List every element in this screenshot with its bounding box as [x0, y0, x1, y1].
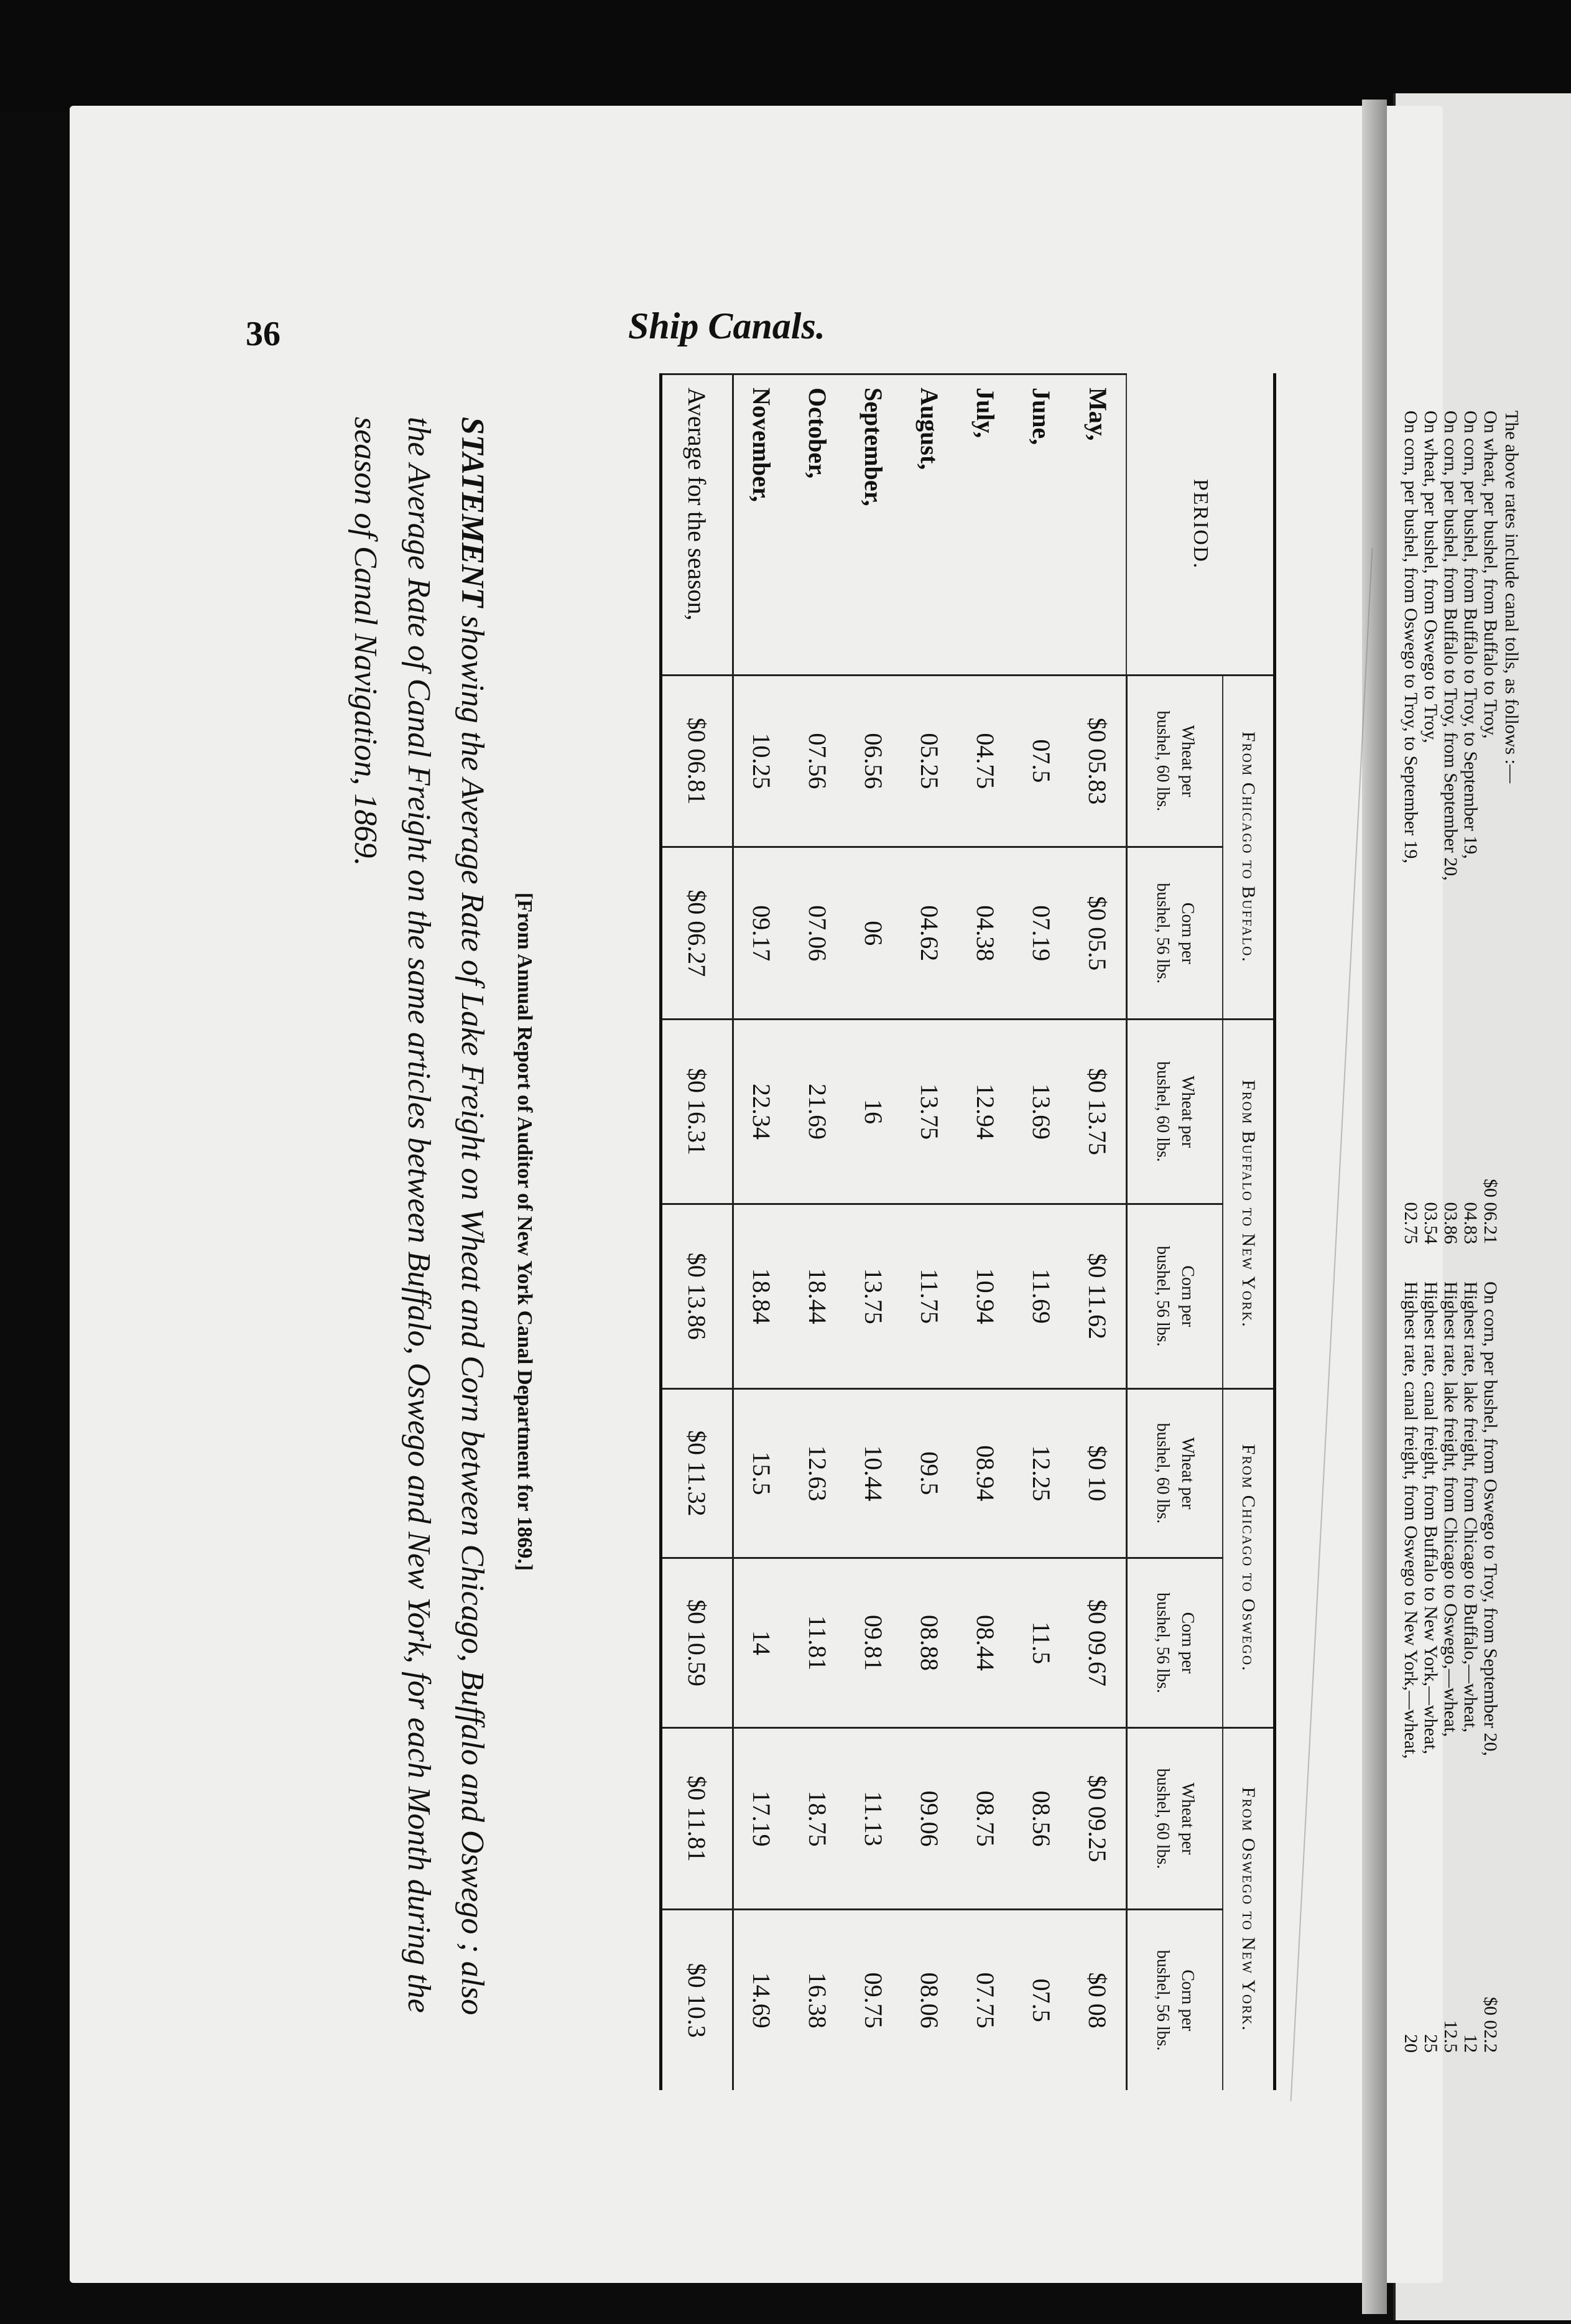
- rate-cell: 13.69: [1014, 1020, 1070, 1204]
- rate-cell: 18.84: [733, 1204, 790, 1388]
- rate-cell: $0 05.83: [1070, 675, 1127, 847]
- rate-cell: 10.44: [846, 1388, 902, 1558]
- rate-cell: 12.63: [790, 1388, 846, 1558]
- rate-cell: 09.75: [846, 1910, 902, 2090]
- toll-note-amount: 04.83: [1460, 1202, 1481, 1244]
- rate-cell: 08.44: [958, 1558, 1014, 1728]
- toll-note: [1420, 1281, 1440, 2053]
- toll-note: [1401, 1281, 1420, 2053]
- title-text: showing the Average Rate of Lake Freight on Wheat and Corn between Chicago, Buffalo and Oswego ; also the Average Rate of Canal Freight on the same articles between Buffalo, Oswego and New York, for each Month during the season of Canal Navigation, 1869.: [348, 417, 490, 2015]
- toll-note: [1401, 411, 1420, 1244]
- column-header: [1127, 1204, 1223, 1388]
- column-header-line: bushel, 60 lbs.: [1153, 1061, 1172, 1162]
- toll-note-amount: 12.5: [1440, 2020, 1461, 2053]
- column-header-line: Wheat per: [1178, 725, 1197, 797]
- rate-cell: 10.25: [733, 675, 790, 847]
- rate-cell: 08.06: [902, 1910, 958, 2090]
- rate-cell: 08.88: [902, 1558, 958, 1728]
- rate-cell: $0 10.3: [662, 1910, 733, 2090]
- column-header-line: Corn per: [1178, 1969, 1197, 2032]
- column-header-line: bushel, 60 lbs.: [1153, 1768, 1172, 1869]
- rate-cell: $0 10: [1070, 1388, 1127, 1558]
- column-header-line: bushel, 60 lbs.: [1153, 1423, 1172, 1524]
- toll-note-text: Highest rate, lake freight, from Chicago to Buffalo,—wheat,: [1460, 1281, 1481, 1733]
- group-header: From Chicago to Buffalo.: [1223, 675, 1273, 1020]
- notes-intro: The above rates include canal tolls, as follows :—: [1501, 411, 1522, 783]
- period-label: May,: [1083, 388, 1112, 441]
- toll-note-text: On wheat, per bushel, from Buffalo to Troy,: [1480, 411, 1501, 739]
- rate-cell: 13.75: [846, 1204, 902, 1388]
- rate-cell: 09.81: [846, 1558, 902, 1728]
- toll-note: [1460, 411, 1480, 1244]
- rate-cell: 16.38: [790, 1910, 846, 2090]
- column-header-line: Wheat per: [1178, 1437, 1197, 1510]
- period-label: August,: [915, 388, 944, 470]
- rate-cell: 04.75: [958, 675, 1014, 847]
- toll-note: [1440, 411, 1460, 1244]
- toll-note-amount: 12: [1460, 2034, 1481, 2053]
- page-fold: [1362, 100, 1387, 2314]
- rate-cell: 22.34: [733, 1020, 790, 1204]
- period-cell: [958, 374, 1014, 676]
- group-header: From Buffalo to New York.: [1223, 1020, 1273, 1388]
- toll-note-text: On corn, per bushel, from Buffalo to Troy, from September 20,: [1440, 411, 1461, 881]
- table-row: [790, 374, 846, 2091]
- toll-note: [1480, 411, 1500, 1244]
- table-row: [1070, 374, 1127, 2091]
- notes-left-column: [1401, 411, 1500, 1244]
- rate-cell: 21.69: [790, 1020, 846, 1204]
- toll-note-amount: 03.86: [1440, 1202, 1461, 1244]
- rate-cell: 08.94: [958, 1388, 1014, 1558]
- rate-cell: $0 13.86: [662, 1204, 733, 1388]
- rate-cell: 11.81: [790, 1558, 846, 1728]
- rate-cell: $0 09.67: [1070, 1558, 1127, 1728]
- column-header: [1127, 1558, 1223, 1728]
- rate-cell: 04.38: [958, 847, 1014, 1020]
- rate-cell: 06: [846, 847, 902, 1020]
- rate-cell: 11.75: [902, 1204, 958, 1388]
- toll-note-text: On corn, per bushel, from Oswego to Troy, to September 19,: [1401, 411, 1421, 863]
- rate-cell: 07.5: [1014, 1910, 1070, 2090]
- column-header-line: bushel, 56 lbs.: [1153, 1950, 1172, 2051]
- rate-cell: $0 08: [1070, 1910, 1127, 2090]
- toll-note: [1420, 411, 1440, 1244]
- column-header-line: Wheat per: [1178, 1076, 1197, 1148]
- period-cell: [790, 374, 846, 676]
- rate-cell: 09.06: [902, 1727, 958, 1910]
- column-header-line: Wheat per: [1178, 1782, 1197, 1855]
- table-row: [902, 374, 958, 2091]
- rate-cell: $0 09.25: [1070, 1727, 1127, 1910]
- column-header-line: bushel, 60 lbs.: [1153, 710, 1172, 812]
- rate-cell: 17.19: [733, 1727, 790, 1910]
- toll-note-text: Highest rate, canal freight, from Oswego to New York,—wheat,: [1401, 1281, 1421, 1759]
- rate-cell: 07.19: [1014, 847, 1070, 1020]
- running-head: Ship Canals.: [628, 305, 825, 346]
- column-header-line: Corn per: [1178, 1612, 1197, 1674]
- rate-cell: 08.75: [958, 1727, 1014, 1910]
- toll-note: [1460, 1281, 1480, 2053]
- rate-cell: $0 10.59: [662, 1558, 733, 1728]
- rate-cell: 08.56: [1014, 1727, 1070, 1910]
- rate-cell: 11.5: [1014, 1558, 1070, 1728]
- column-header-line: bushel, 56 lbs.: [1153, 883, 1172, 984]
- rate-cell: $0 05.5: [1070, 847, 1127, 1020]
- period-cell: [846, 374, 902, 676]
- rate-cell: 14.69: [733, 1910, 790, 2090]
- rate-cell: 07.75: [958, 1910, 1014, 2090]
- scan-border-top: [0, 0, 1571, 112]
- page-number: 36: [246, 315, 280, 353]
- column-header: [1127, 1388, 1223, 1558]
- rate-cell: 05.25: [902, 675, 958, 847]
- toll-note: [1440, 1281, 1460, 2053]
- toll-note-text: Highest rate, canal freight, from Buffalo to New York,—wheat,: [1420, 1281, 1441, 1755]
- rate-cell: $0 06.27: [662, 847, 733, 1020]
- toll-note-amount: $0 02.2: [1480, 1997, 1501, 2053]
- rate-cell: 10.94: [958, 1204, 1014, 1388]
- title-lead: STATEMENT: [455, 417, 490, 608]
- rotated-content: [256, 373, 1522, 2090]
- rate-cell: 06.56: [846, 675, 902, 847]
- column-header-line: bushel, 56 lbs.: [1153, 1245, 1172, 1347]
- period-cell: [1014, 374, 1070, 676]
- period-header: PERIOD.: [1127, 374, 1274, 676]
- notes-right-column: [1401, 1281, 1500, 2053]
- rate-cell: $0 16.31: [662, 1020, 733, 1204]
- rate-cell: 18.44: [790, 1204, 846, 1388]
- rate-cell: 18.75: [790, 1727, 846, 1910]
- rate-cell: 16: [846, 1020, 902, 1204]
- group-header: From Chicago to Oswego.: [1223, 1388, 1273, 1727]
- toll-note-text: On corn, per bushel, from Oswego to Troy, from September 20,: [1480, 1281, 1501, 1756]
- column-header: [1127, 1020, 1223, 1204]
- table-body: [662, 374, 1127, 2091]
- period-label: Average for the season,: [683, 388, 711, 621]
- rate-cell: $0 11.62: [1070, 1204, 1127, 1388]
- column-header-line: Corn per: [1178, 1265, 1197, 1327]
- source-note: [From Annual Report of Auditor of New York Canal Department for 1869.]: [513, 892, 536, 1571]
- rate-cell: $0 11.32: [662, 1388, 733, 1558]
- period-label: September,: [860, 388, 888, 506]
- toll-note-amount: $0 06.21: [1480, 1179, 1501, 1244]
- rate-cell: 07.56: [790, 675, 846, 847]
- toll-note-amount: 03.54: [1420, 1202, 1441, 1244]
- rate-cell: 14: [733, 1558, 790, 1728]
- column-header: [1127, 1727, 1223, 1910]
- toll-note-amount: 02.75: [1401, 1202, 1421, 1244]
- period-label: July,: [971, 388, 1000, 439]
- toll-note-text: On wheat, per bushel, from Oswego to Troy,: [1420, 411, 1441, 743]
- rate-cell: $0 11.81: [662, 1727, 733, 1910]
- column-header: [1127, 675, 1223, 847]
- toll-note-amount: 25: [1420, 2034, 1441, 2053]
- period-cell: [902, 374, 958, 676]
- rate-cell: 12.94: [958, 1020, 1014, 1204]
- rate-cell: 07.06: [790, 847, 846, 1020]
- period-cell: [733, 374, 790, 676]
- rate-cell: 11.69: [1014, 1204, 1070, 1388]
- average-row: [662, 374, 733, 2091]
- column-header-line: bushel, 56 lbs.: [1153, 1592, 1172, 1693]
- table-row: [846, 374, 902, 2091]
- rate-cell: 09.5: [902, 1388, 958, 1558]
- rate-cell: 04.62: [902, 847, 958, 1020]
- rate-cell: 15.5: [733, 1388, 790, 1558]
- table-row: [733, 374, 790, 2091]
- rate-cell: 09.17: [733, 847, 790, 1020]
- rate-cell: $0 13.75: [1070, 1020, 1127, 1204]
- toll-note: [1480, 1281, 1500, 2053]
- rate-cell: 07.5: [1014, 675, 1070, 847]
- column-header: [1127, 1910, 1223, 2090]
- table-row: [1014, 374, 1070, 2091]
- rate-cell: 13.75: [902, 1020, 958, 1204]
- period-label: June,: [1027, 388, 1056, 445]
- freight-table: [659, 373, 1276, 2090]
- period-cell: [1070, 374, 1127, 676]
- toll-note-text: On corn, per bushel, from Buffalo to Troy, to September 19,: [1460, 411, 1481, 859]
- period-label: November,: [748, 388, 776, 503]
- statement-title: [338, 417, 499, 2022]
- toll-note-text: Highest rate, lake freight, from Chicago to Oswego,—wheat,: [1440, 1281, 1461, 1737]
- group-header: From Oswego to New York.: [1223, 1727, 1273, 2090]
- rate-cell: $0 06.81: [662, 675, 733, 847]
- rate-cell: 11.13: [846, 1727, 902, 1910]
- period-cell: [662, 374, 733, 676]
- period-label: October,: [804, 388, 832, 479]
- rate-cell: 12.25: [1014, 1388, 1070, 1558]
- column-header: [1127, 847, 1223, 1020]
- table-row: [958, 374, 1014, 2091]
- toll-note-amount: 20: [1401, 2034, 1421, 2053]
- column-header-line: Corn per: [1178, 902, 1197, 964]
